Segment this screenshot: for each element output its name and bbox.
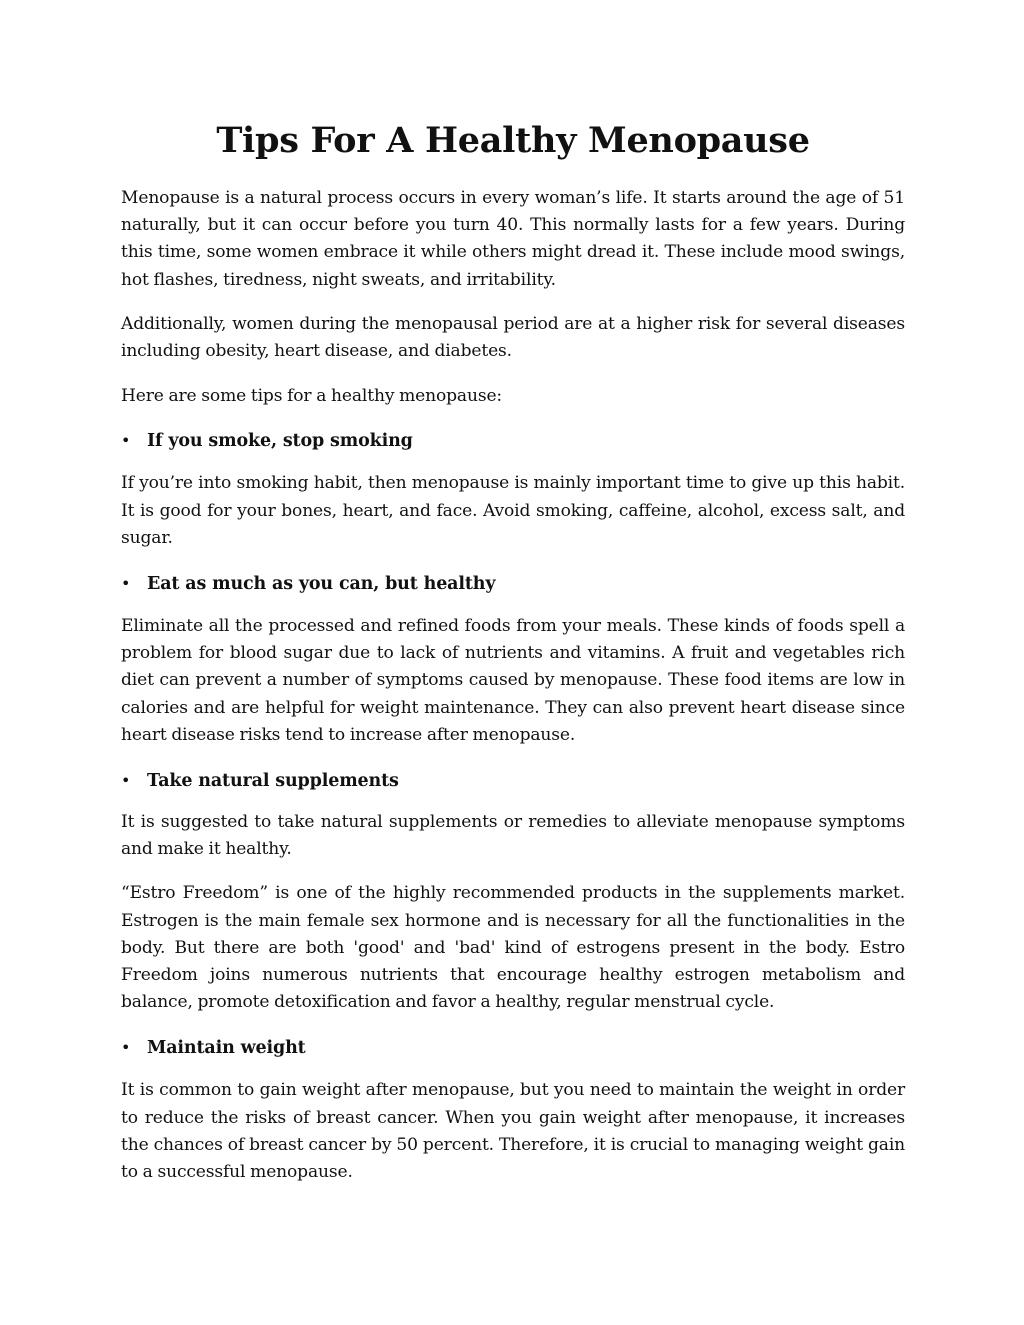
tip-heading-stop-smoking [121, 427, 905, 455]
tip-paragraph-estro-freedom: “Estro Freedom” is one of the highly recommended products in the supplements market. Estrogen is the main female sex hormone and is necessary for all the functionalities in the body. But there are both 'good' and 'bad' kind of estrogens present in the body. Estro Freedom joins numerous nutrients that encourage healthy estrogen metabolism and balance, promote detoxification and favor a healthy, regular menstrual cycle. [121, 883, 905, 1013]
tip-paragraph-diet: Eliminate all the processed and refined foods from your meals. These kinds of foods spell a problem for blood sugar due to lack of nutrients and vitamins. A fruit and vegetables rich diet can prevent a number of symptoms caused by menopause. These food items are low in calories and are helpful for weight maintenance. They can also prevent heart disease since heart disease risks tend to increase after menopause. [121, 616, 905, 745]
tip-heading-eat-healthy [121, 570, 905, 598]
bullet-icon: • [121, 431, 131, 451]
tip-heading-label: Eat as much as you can, but healthy [147, 574, 496, 595]
risk-paragraph: Additionally, women during the menopausal period are at a higher risk for several diseases including obesity, heart disease, and diabetes. [121, 313, 905, 362]
intro-paragraph: Menopause is a natural process occurs in every woman’s life. It starts around the age of 51 naturally, but it can occur before you turn 40. This normally lasts for a few years. During this time, some women embrace it while others might dread it. These include mood swings, hot flashes, tiredness, night sweats, and irritability. [121, 188, 905, 290]
page-title: Tips For A Healthy Menopause [216, 120, 810, 161]
tip-heading-label: Maintain weight [147, 1038, 306, 1059]
document-page [121, 0, 905, 1186]
tips-intro-paragraph: Here are some tips for a healthy menopause: [121, 386, 503, 407]
tip-paragraph-supplements: It is suggested to take natural supplements or remedies to alleviate menopause symptoms and make it healthy. [121, 812, 905, 860]
bullet-icon: • [121, 574, 131, 594]
tip-heading-maintain-weight [121, 1034, 905, 1062]
tip-heading-label: Take natural supplements [147, 771, 399, 792]
tip-paragraph-smoking: If you’re into smoking habit, then menopause is mainly important time to give up this habit. It is good for your bones, heart, and face. Avoid smoking, caffeine, alcohol, excess salt, and sugar. [121, 473, 905, 548]
tip-paragraph-weight: It is common to gain weight after menopause, but you need to maintain the weight in order to reduce the risks of breast cancer. When you gain weight after menopause, it increases the chances of breast cancer by 50 percent. Therefore, it is crucial to managing weight gain to a successful menopause. [121, 1080, 905, 1183]
bullet-icon: • [121, 771, 131, 791]
tip-heading-supplements [121, 767, 905, 795]
tip-heading-label: If you smoke, stop smoking [147, 431, 413, 452]
bullet-icon: • [121, 1038, 131, 1058]
